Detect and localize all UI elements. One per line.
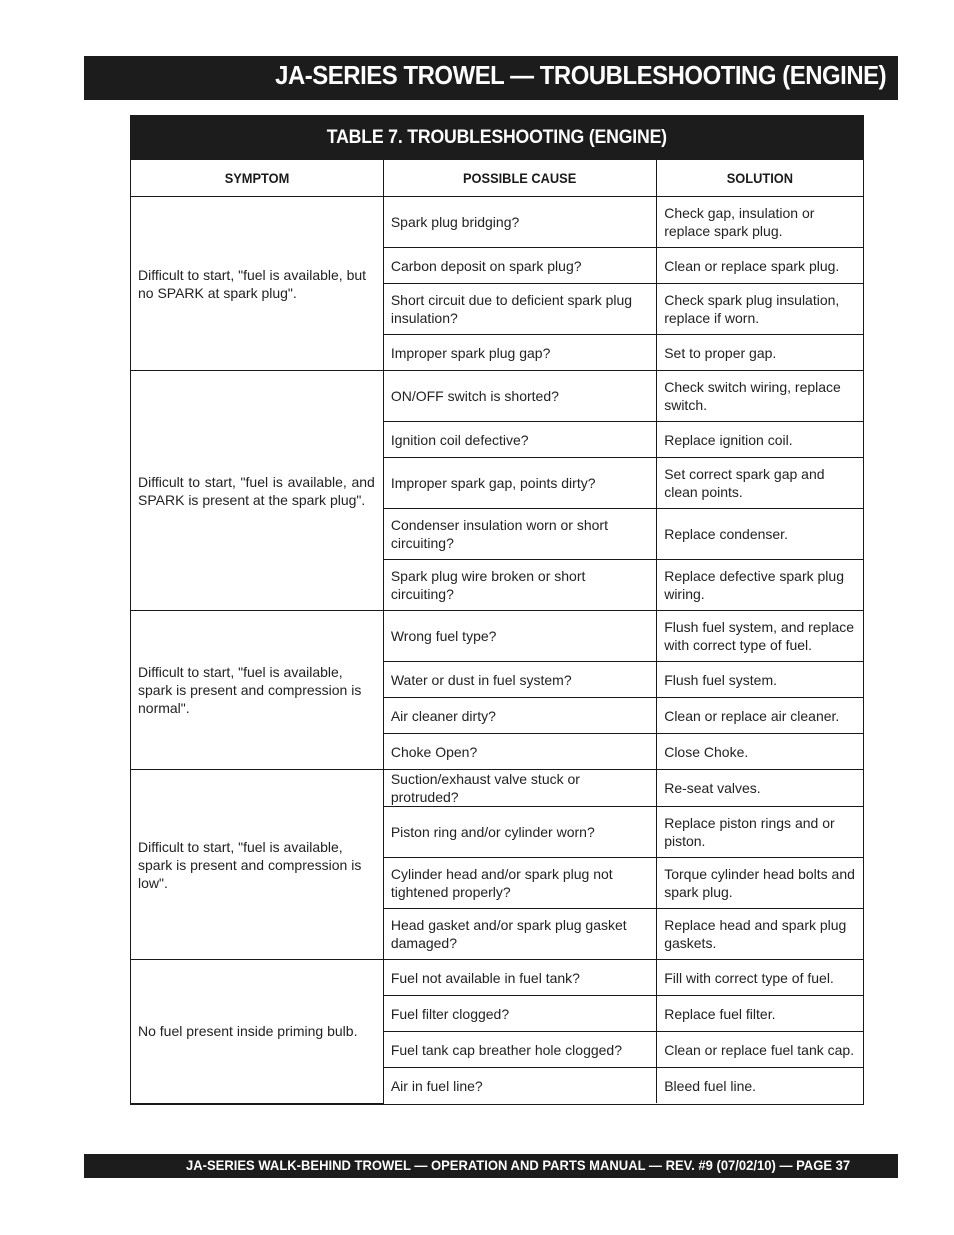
solution-cell: Torque cylinder head bolts and spark plug.	[657, 858, 863, 909]
solution-cell: Check gap, insulation or replace spark plug.	[657, 197, 863, 248]
possible-cause-cell: Piston ring and/or cylinder worn?	[383, 807, 656, 858]
solution-cell: Replace fuel filter.	[657, 996, 863, 1032]
possible-cause-cell: Cylinder head and/or spark plug not tightened properly?	[383, 858, 656, 909]
possible-cause-cell: Improper spark gap, points dirty?	[383, 458, 656, 509]
table-row	[131, 197, 863, 248]
possible-cause-cell: Short circuit due to deficient spark plug insulation?	[383, 284, 656, 335]
solution-cell: Re-seat valves.	[657, 770, 863, 807]
symptom-cell: Difficult to start, "fuel is available, but no SPARK at spark plug".	[131, 197, 383, 371]
possible-cause-cell: Carbon deposit on spark plug?	[383, 248, 656, 284]
page-title: JA-SERIES TROWEL — TROUBLESHOOTING (ENGINE)	[274, 60, 886, 90]
solution-cell: Flush fuel system, and replace with correct type of fuel.	[657, 611, 863, 662]
symptom-cell: Difficult to start, "fuel is available, spark is present and compression is normal".	[131, 611, 383, 770]
possible-cause-cell: Choke Open?	[383, 734, 656, 770]
solution-cell: Check spark plug insulation, replace if worn.	[657, 284, 863, 335]
possible-cause-cell: Water or dust in fuel system?	[383, 662, 656, 698]
solution-cell: Replace piston rings and or piston.	[657, 807, 863, 858]
solution-cell: Replace head and spark plug gaskets.	[657, 909, 863, 960]
table-header-row	[131, 160, 863, 197]
column-header-symptom: SYMPTOM	[131, 160, 383, 197]
possible-cause-cell: Spark plug wire broken or short circuiting?	[383, 560, 656, 611]
column-header-solution: SOLUTION	[657, 160, 863, 197]
page-header-bar	[84, 56, 898, 100]
table-title-bar	[131, 116, 863, 160]
solution-cell: Check switch wiring, replace switch.	[657, 371, 863, 422]
table-title: TABLE 7. TROUBLESHOOTING (ENGINE)	[326, 127, 668, 148]
solution-cell: Flush fuel system.	[657, 662, 863, 698]
solution-cell: Fill with correct type of fuel.	[657, 960, 863, 996]
possible-cause-cell: Spark plug bridging?	[383, 197, 656, 248]
possible-cause-cell: Suction/exhaust valve stuck or protruded?	[383, 770, 656, 807]
symptom-cell: Difficult to start, "fuel is available, and SPARK is present at the spark plug".	[131, 371, 383, 611]
table-row	[131, 960, 863, 996]
symptom-cell: No fuel present inside priming bulb.	[131, 960, 383, 1104]
troubleshooting-table-container	[130, 115, 864, 1105]
possible-cause-cell: Ignition coil defective?	[383, 422, 656, 458]
table-row	[131, 770, 863, 807]
solution-cell: Replace condenser.	[657, 509, 863, 560]
table-body	[131, 197, 863, 1104]
solution-cell: Set correct spark gap and clean points.	[657, 458, 863, 509]
troubleshooting-table	[131, 160, 863, 1104]
page-footer-bar	[84, 1154, 898, 1178]
table-row	[131, 611, 863, 662]
solution-cell: Close Choke.	[657, 734, 863, 770]
possible-cause-cell: Fuel tank cap breather hole clogged?	[383, 1032, 656, 1068]
possible-cause-cell: Head gasket and/or spark plug gasket damaged?	[383, 909, 656, 960]
possible-cause-cell: Fuel not available in fuel tank?	[383, 960, 656, 996]
symptom-cell: Difficult to start, "fuel is available, spark is present and compression is low".	[131, 770, 383, 960]
column-header-possible-cause: POSSIBLE CAUSE	[383, 160, 656, 197]
solution-cell: Bleed fuel line.	[657, 1068, 863, 1104]
solution-cell: Set to proper gap.	[657, 335, 863, 371]
possible-cause-cell: ON/OFF switch is shorted?	[383, 371, 656, 422]
possible-cause-cell: Air in fuel line?	[383, 1068, 656, 1104]
page-footer-text: JA-SERIES WALK-BEHIND TROWEL — OPERATION AND PARTS MANUAL — REV. #9 (07/02/10) — PAGE 37	[185, 1157, 850, 1173]
solution-cell: Replace ignition coil.	[657, 422, 863, 458]
possible-cause-cell: Fuel filter clogged?	[383, 996, 656, 1032]
solution-cell: Clean or replace air cleaner.	[657, 698, 863, 734]
table-row	[131, 371, 863, 422]
solution-cell: Clean or replace fuel tank cap.	[657, 1032, 863, 1068]
solution-cell: Replace defective spark plug wiring.	[657, 560, 863, 611]
possible-cause-cell: Condenser insulation worn or short circuiting?	[383, 509, 656, 560]
solution-cell: Clean or replace spark plug.	[657, 248, 863, 284]
possible-cause-cell: Improper spark plug gap?	[383, 335, 656, 371]
possible-cause-cell: Air cleaner dirty?	[383, 698, 656, 734]
possible-cause-cell: Wrong fuel type?	[383, 611, 656, 662]
